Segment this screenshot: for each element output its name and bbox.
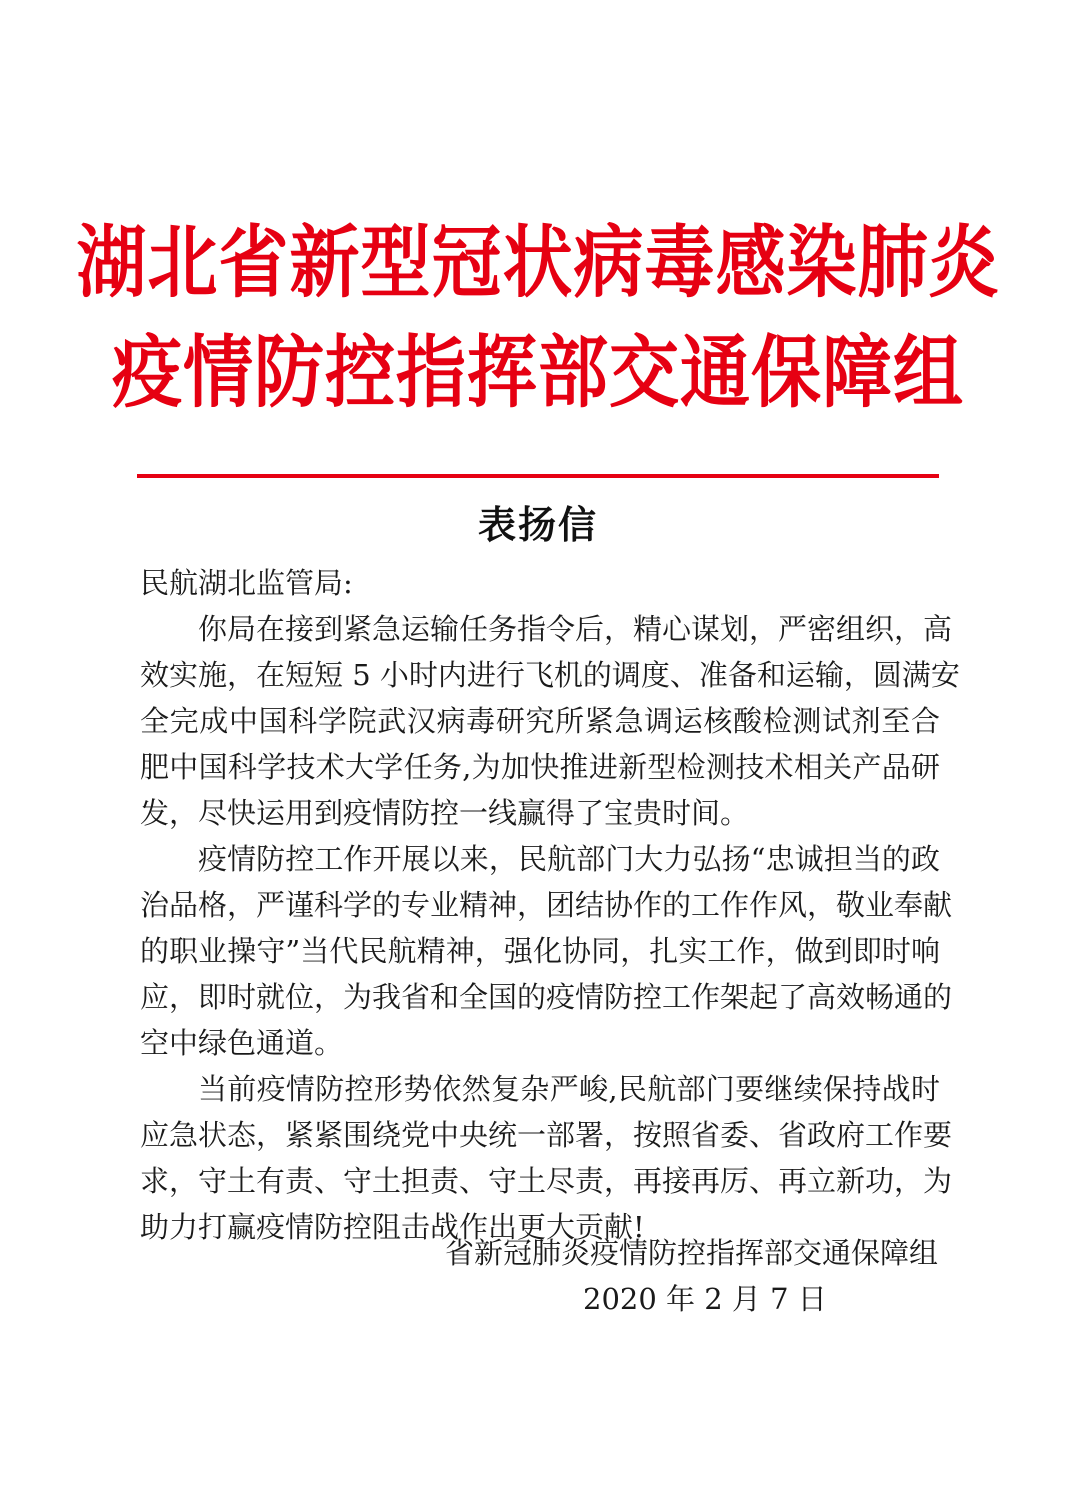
signature-date: 2020 年 2 月 7 日: [583, 1282, 827, 1316]
paragraph-2-line: 治品格，严谨科学的专业精神，团结协作的工作作风，敬业奉献: [140, 888, 953, 922]
paragraph-1-line: 发，尽快运用到疫情防控一线赢得了宝贵时间。: [140, 796, 750, 830]
paragraph-3-line: 当前疫情防控形势依然复杂严峻,民航部门要继续保持战时: [198, 1072, 940, 1106]
header-title-line-2: 疫情防控指挥部交通保障组: [112, 326, 964, 419]
letter-body: [140, 560, 960, 1250]
signature-organization: 省新冠肺炎疫情防控指挥部交通保障组: [444, 1236, 938, 1270]
paragraph-1-line: 你局在接到紧急运输任务指令后，精心谋划，严密组织，高: [198, 612, 953, 646]
paragraph-1-line: 效实施，在短短 5 小时内进行飞机的调度、准备和运输，圆满安: [140, 658, 960, 692]
paragraph-3-line: 求，守土有责、守土担责、守土尽责，再接再厉、再立新功，为: [140, 1164, 953, 1198]
paragraph-2-line: 的职业操守”当代民航精神，强化协同，扎实工作，做到即时响: [140, 934, 940, 968]
paragraph-1-line: 全完成中国科学院武汉病毒研究所紧急调运核酸检测试剂至合: [140, 704, 940, 738]
paragraph-2-line: 应，即时就位，为我省和全国的疫情防控工作架起了高效畅通的: [140, 980, 953, 1014]
paragraph-2-line: 空中绿色通道。: [140, 1026, 344, 1060]
letter-title: 表扬信: [477, 502, 598, 547]
paragraph-3-line: 助力打赢疫情防控阻击战作出更大贡献!: [140, 1210, 645, 1244]
salutation: 民航湖北监管局:: [140, 566, 353, 600]
paragraph-3-line: 应急状态，紧紧围绕党中央统一部署，按照省委、省政府工作要: [140, 1118, 953, 1152]
paragraph-2-line: 疫情防控工作开展以来，民航部门大力弘扬“忠诚担当的政: [198, 842, 940, 876]
header-divider-rule: [137, 474, 939, 478]
header-title-line-1: 湖北省新型冠状病毒感染肺炎: [76, 216, 1000, 309]
paragraph-1-line: 肥中国科学技术大学任务,为加快推进新型检测技术相关产品研: [140, 750, 940, 784]
